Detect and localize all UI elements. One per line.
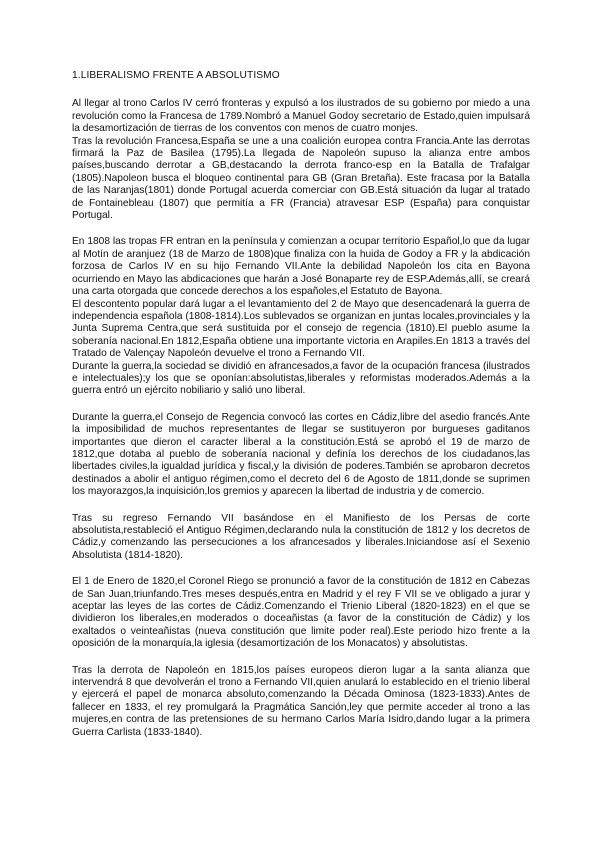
document-title: 1.LIBERALISMO FRENTE A ABSOLUTISMO: [72, 70, 280, 81]
text-block: El 1 de Enero de 1820,el Coronel Riego se pronunció a favor de la constitución de 1812 en Cabezas de San Juan,triunfando.Tres meses después,entra en Madrid y el rey F VII se ve obligado a jurar y aceptar las leyes de las cortes de Cádiz.Comenzando el Trienio Liberal (1820-1823) en el que se dividieron los liberales,en moderados o doceañistas (a favor de la constitución de Cádiz) y los exaltados o veinteañistas (nueva constitución que limite poder real).Este periodo hizo frente a la oposición de la monarquía,la iglesia (desamortización de los Monacatos) y absolutistas.: [72, 576, 530, 650]
text-block: En 1808 las tropas FR entran en la península y comienzan a ocupar territorio Español,lo que da lugar al Motín de aranjuez (18 de Marzo de 1808)que finaliza con la huida de Godoy a FR y la abdicación forzosa de Carlos IV en su hijo Fernando VII.Ante la debilidad Napoleón los cita en Bayona ocurriendo en Mayo las abdicaciones que harán a José Bonaparte rey de ESP.Además,allí, se creará una carta otorgada que concede derechos a los españoles,el Estatuto de Bayona.: [72, 236, 530, 298]
text-block: El descontento popular dará lugar a el levantamiento del 2 de Mayo que desencadenará la guerra de independencia española (1808-1814).Los sublevados se organizan en juntas locales,provinciales y la Junta Suprema Centra,que será sustituida por el consejo de regencia (1810).El pueblo asume la soberanía nacional.En 1812,España obtiene una importante victoria en Arapiles.En 1813 a través del Tratado de Valençay Napoleón devuelve el trono a Fernando VII.: [72, 298, 530, 360]
paragraph-guerra-independencia: [72, 236, 530, 397]
paragraph-decada-ominosa: [72, 665, 530, 739]
paragraph-carlos-iv: [72, 98, 530, 222]
text-block: Tras la revolución Francesa,España se une a una coalición europea contra Francia.Ante las derrotas firmará la Paz de Basilea (1795).La llegada de Napoleón supuso la alianza entre ambos países,buscando derrotar a GB,destacando la derrota franco-esp en la Batalla de Trafalgar (1805).Napoleon busca el bloqueo continental para GB (Gran Bretaña). Este fracasa por la Batalla de las Naranjas(1801) donde Portugal acuerda comerciar con GB.Está situación da lugar al tratado de Fontainebleau (1807) que permitía a FR (Francia) atravesar ESP (España) para conquistar Portugal.: [72, 135, 530, 222]
text-block: Durante la guerra,la sociedad se dividió en afrancesados,a favor de la ocupación francesa (ilustrados e intelectuales);y los que se oponían:absolutistas,liberales y reformistas moderados.Además a la guerra entró un ejército nobiliario y salió uno liberal.: [72, 360, 530, 397]
text-block: Al llegar al trono Carlos IV cerró fronteras y expulsó a los ilustrados de su gobierno por miedo a una revolución como la Francesa de 1789.Nombró a Manuel Godoy secretario de Estado,quien impulsará la desamortización de tierras de los conventos con menos de cuatro monjes.: [72, 98, 530, 135]
paragraph-cortes-cadiz: [72, 412, 530, 499]
paragraph-trienio-liberal: [72, 576, 530, 650]
text-block: Tras la derrota de Napoleón en 1815,los países europeos dieron lugar a la santa alianza que intervendrá 8 que devolverán el trono a Fernando VII,quien anulará lo establecido en el trienio liberal y ejercerá el papel de monarca absoluto,comenzando la Década Ominosa (1823-1833).Antes de fallecer en 1833, el rey promulgará la Pragmática Sanción,ley que permite acceder al trono a las mujeres,en contra de las pretensiones de su hermano Carlos María Isidro,dando lugar a la primera Guerra Carlista (1833-1840).: [72, 664, 530, 738]
paragraph-sexenio-absolutista: [72, 513, 530, 563]
text-block: Tras su regreso Fernando VII basándose en el Manifiesto de los Persas de corte absolutista,restableció el Antiguo Régimen,declarando nula la constitución de 1812 y los decretos de Cádiz,y comenzando las persecuciones a los afrancesados y liberales.Iniciandose así el Sexenio Absolutista (1814-1820).: [72, 512, 530, 561]
text-block: Durante la guerra,el Consejo de Regencia convocó las cortes en Cádiz,libre del asedio francés.Ante la imposibilidad de muchos representantes de llegar se sustituyeron por burgueses gaditanos importantes que dieron el caracter liberal a la constitución.Está se aprobó el 19 de marzo de 1812,que dotaba al pueblo de soberanía nacional y definía los derechos de los ciudadanos,las libertades civiles,la igualdad jurídica y fiscal,y la división de poderes.También se aprobaron decretos destinados a abolir el antiguo régimen,como el decreto del 6 de Agosto de 1811,donde se suprimen los mayorazgos,la inquisición,los gremios y aparecen la libertad de industria y de comercio.: [72, 411, 530, 498]
document-page: [72, 70, 530, 753]
